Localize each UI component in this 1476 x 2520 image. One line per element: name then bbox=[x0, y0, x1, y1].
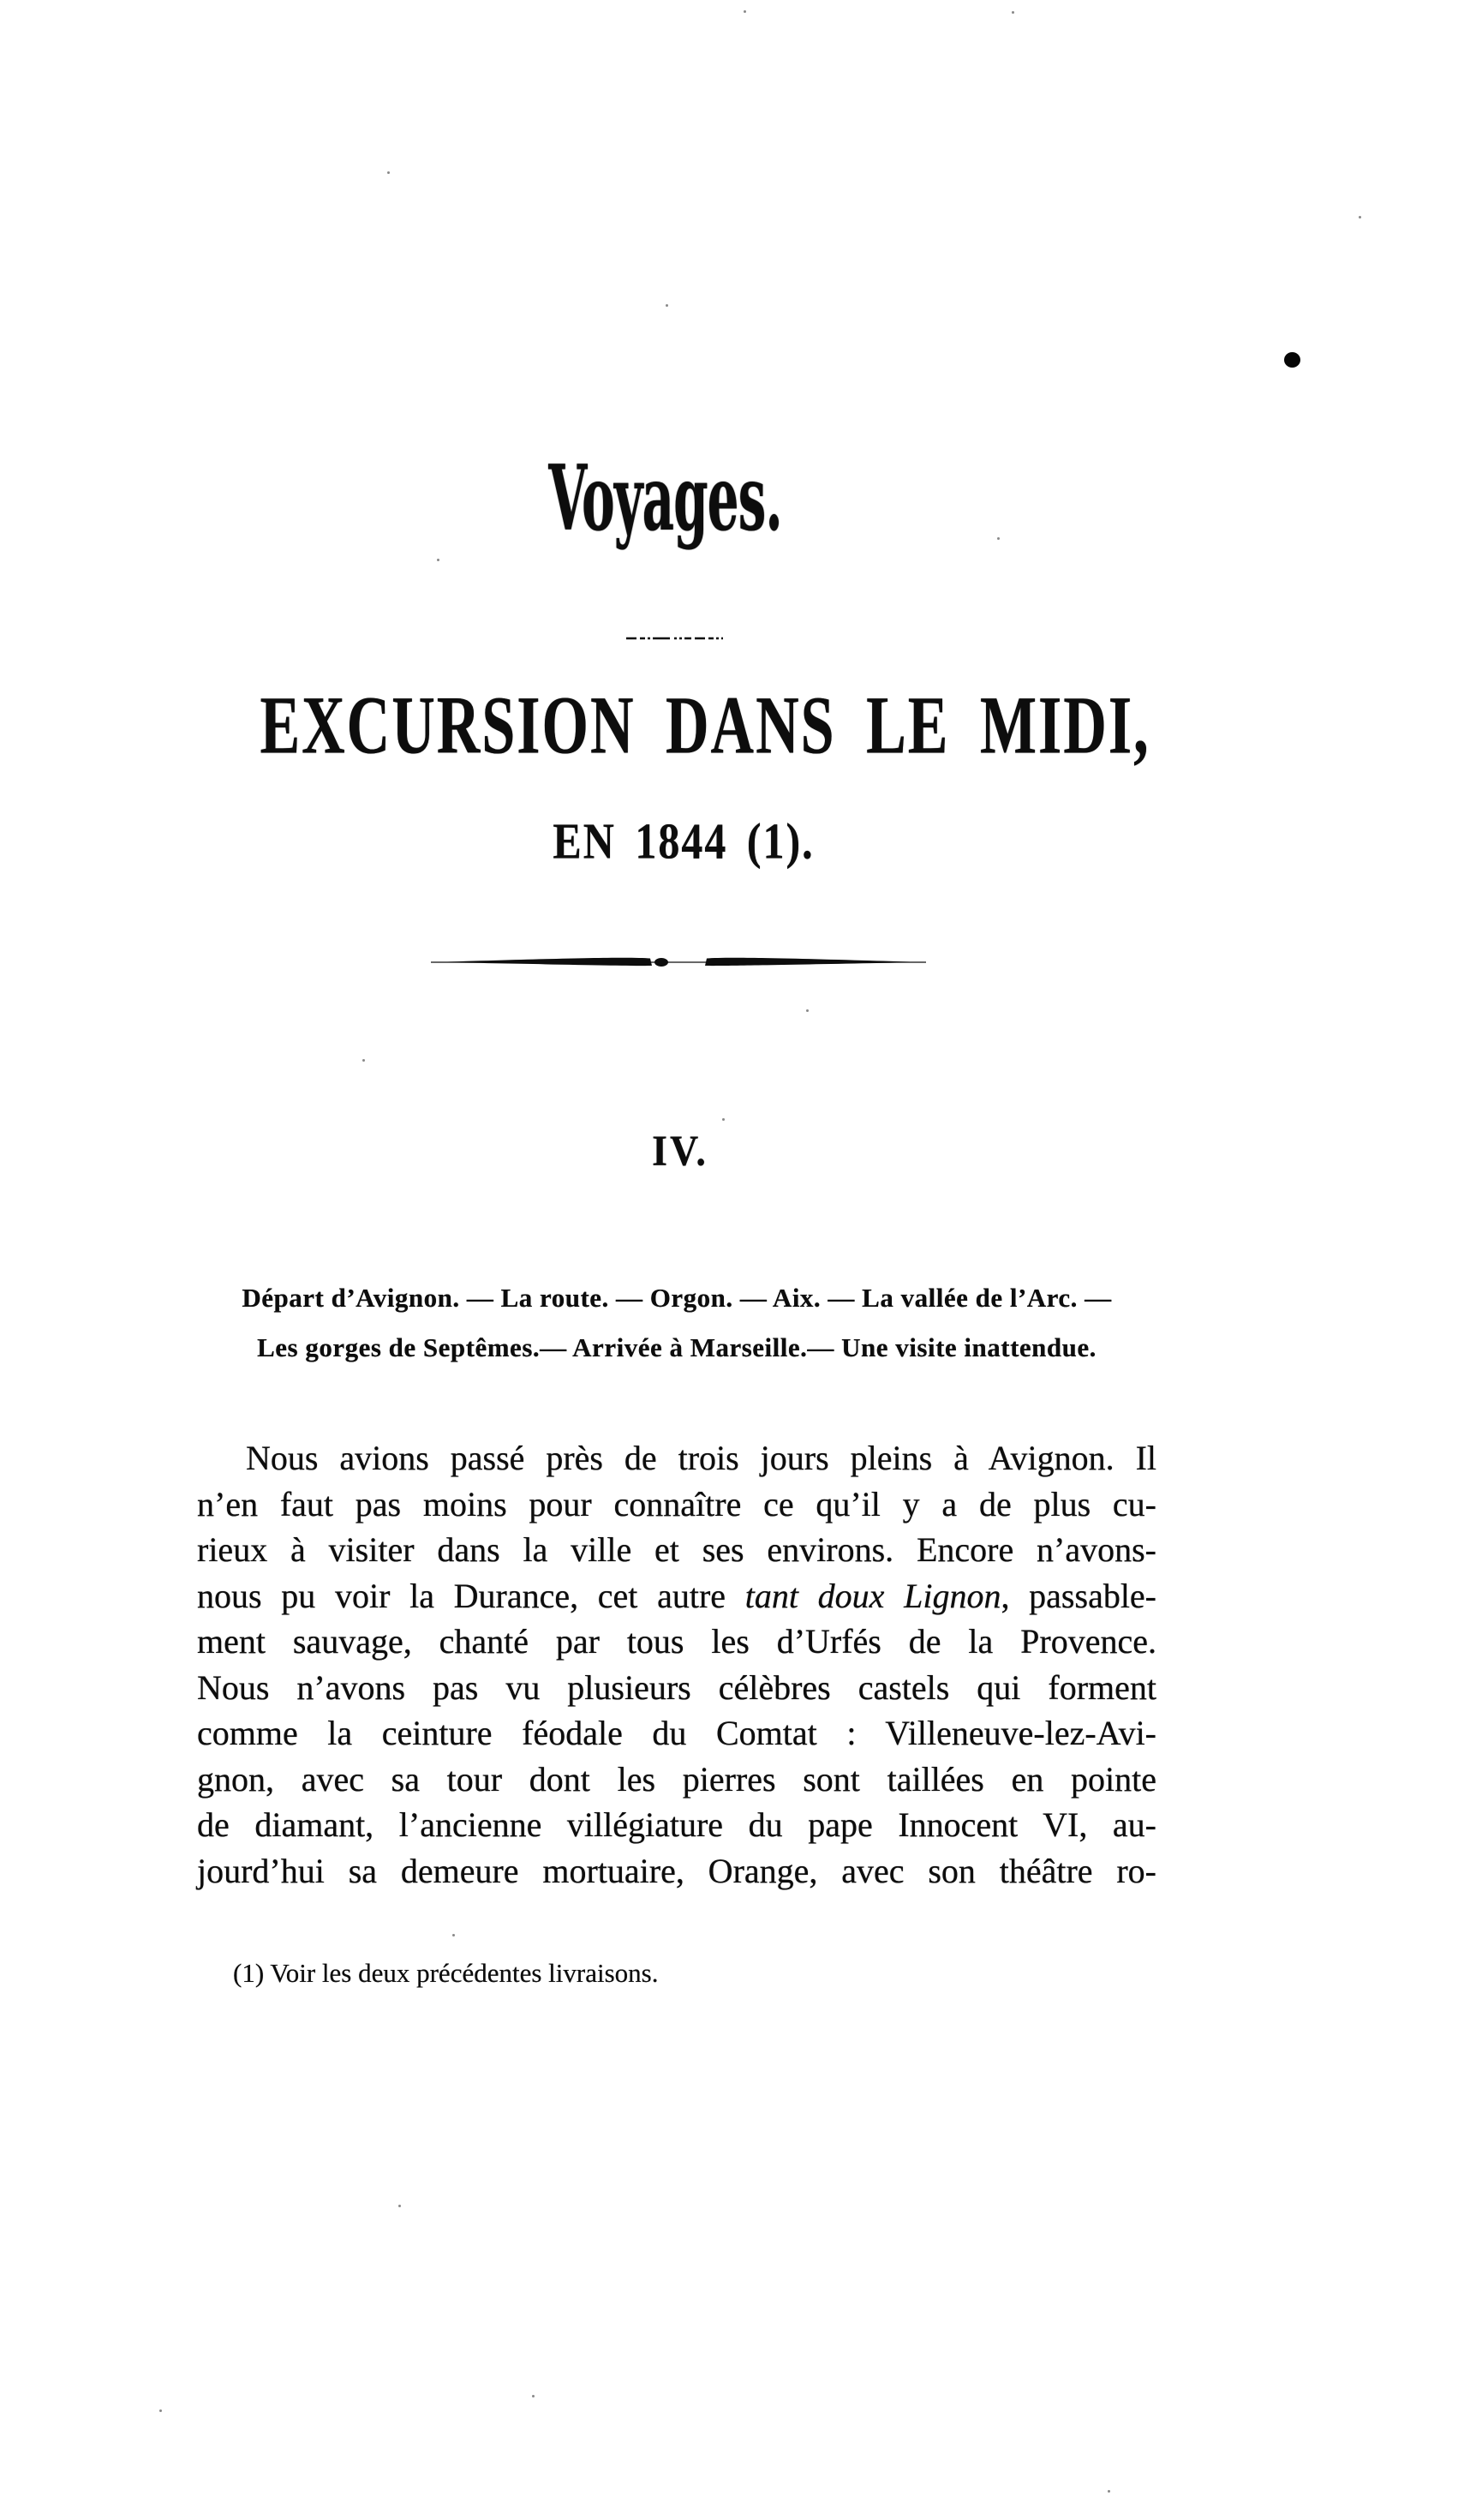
ink-speck bbox=[1108, 2490, 1110, 2493]
ink-speck bbox=[452, 1934, 455, 1936]
chapter-summary-line: Les gorges de Septêmes.— Arrivée à Marseille.— Une visite inattendue. bbox=[257, 1332, 1097, 1362]
chapter-summary-line: Départ d’Avignon. — La route. — Orgon. — Aix. — La vallée de l’Arc. — bbox=[242, 1283, 1112, 1313]
body-line bbox=[197, 1757, 1156, 1803]
body-line bbox=[197, 1527, 1156, 1573]
ink-speck bbox=[744, 10, 746, 13]
body-line-text: ment sauvage, chanté par tous les d’Urfés de la Provence. bbox=[197, 1622, 1156, 1661]
body-line-text: Nous n’avons pas vu plusieurs célèbres castels qui forment bbox=[197, 1667, 1156, 1707]
body-paragraph bbox=[197, 1435, 1156, 1894]
body-line-text: comme la ceinture féodale du Comtat : Villeneuve-lez-Avi- bbox=[197, 1714, 1156, 1752]
chapter-summary bbox=[197, 1273, 1156, 1373]
chapter-number: IV. bbox=[652, 1126, 708, 1175]
ink-speck bbox=[387, 171, 390, 174]
ink-speck bbox=[398, 2205, 401, 2207]
body-line-text: rieux à visiter dans la ville et ses environs. Encore n’avons- bbox=[197, 1530, 1156, 1569]
ink-speck bbox=[159, 2409, 162, 2412]
body-line bbox=[197, 1802, 1156, 1848]
ink-speck bbox=[666, 304, 668, 307]
ink-speck bbox=[437, 559, 439, 561]
ink-speck bbox=[1012, 11, 1014, 14]
footnote: (1) Voir les deux précédentes livraisons. bbox=[233, 1958, 659, 1988]
article-subtitle: EN 1844 (1). bbox=[553, 812, 815, 870]
body-line bbox=[197, 1481, 1156, 1528]
section-title: Voyages. bbox=[548, 446, 783, 552]
article-title: EXCURSION DANS LE MIDI, bbox=[260, 680, 1150, 772]
ink-speck bbox=[722, 1118, 725, 1121]
body-line-italic-text: tant doux Lignon bbox=[744, 1576, 1001, 1615]
body-line-text: jourd’hui sa demeure mortuaire, Orange, avec son théâtre ro- bbox=[197, 1851, 1156, 1890]
body-line bbox=[197, 1435, 1156, 1481]
body-line bbox=[197, 1665, 1156, 1711]
body-line-text: n’en faut pas moins pour connaître ce qu’il y a de plus cu- bbox=[197, 1484, 1156, 1523]
body-line-text: nous pu voir la Durance, cet autre bbox=[197, 1576, 745, 1615]
body-line-text: de diamant, l’ancienne villégiature du pape Innocent VI, au- bbox=[197, 1805, 1156, 1844]
body-line-text: Nous avions passé près de trois jours pleins à Avignon. Il bbox=[246, 1439, 1156, 1477]
body-line bbox=[197, 1710, 1156, 1757]
swelled-rule-graphic bbox=[431, 955, 926, 970]
body-line-text: gnon, avec sa tour dont les pierres sont taillées en pointe bbox=[197, 1759, 1156, 1799]
body-line bbox=[197, 1573, 1156, 1619]
ink-speck bbox=[1359, 216, 1361, 218]
ink-speck bbox=[997, 537, 1000, 540]
dashed-rule bbox=[626, 629, 723, 644]
body-line bbox=[197, 1619, 1156, 1665]
dashed-rule-graphic bbox=[626, 637, 723, 640]
ink-speck bbox=[362, 1059, 365, 1062]
body-line-text: , passable- bbox=[1001, 1576, 1157, 1615]
ink-dot-artifact bbox=[1284, 352, 1300, 368]
body-line bbox=[197, 1848, 1156, 1894]
ink-speck bbox=[532, 2395, 535, 2397]
ink-speck bbox=[806, 1009, 809, 1012]
